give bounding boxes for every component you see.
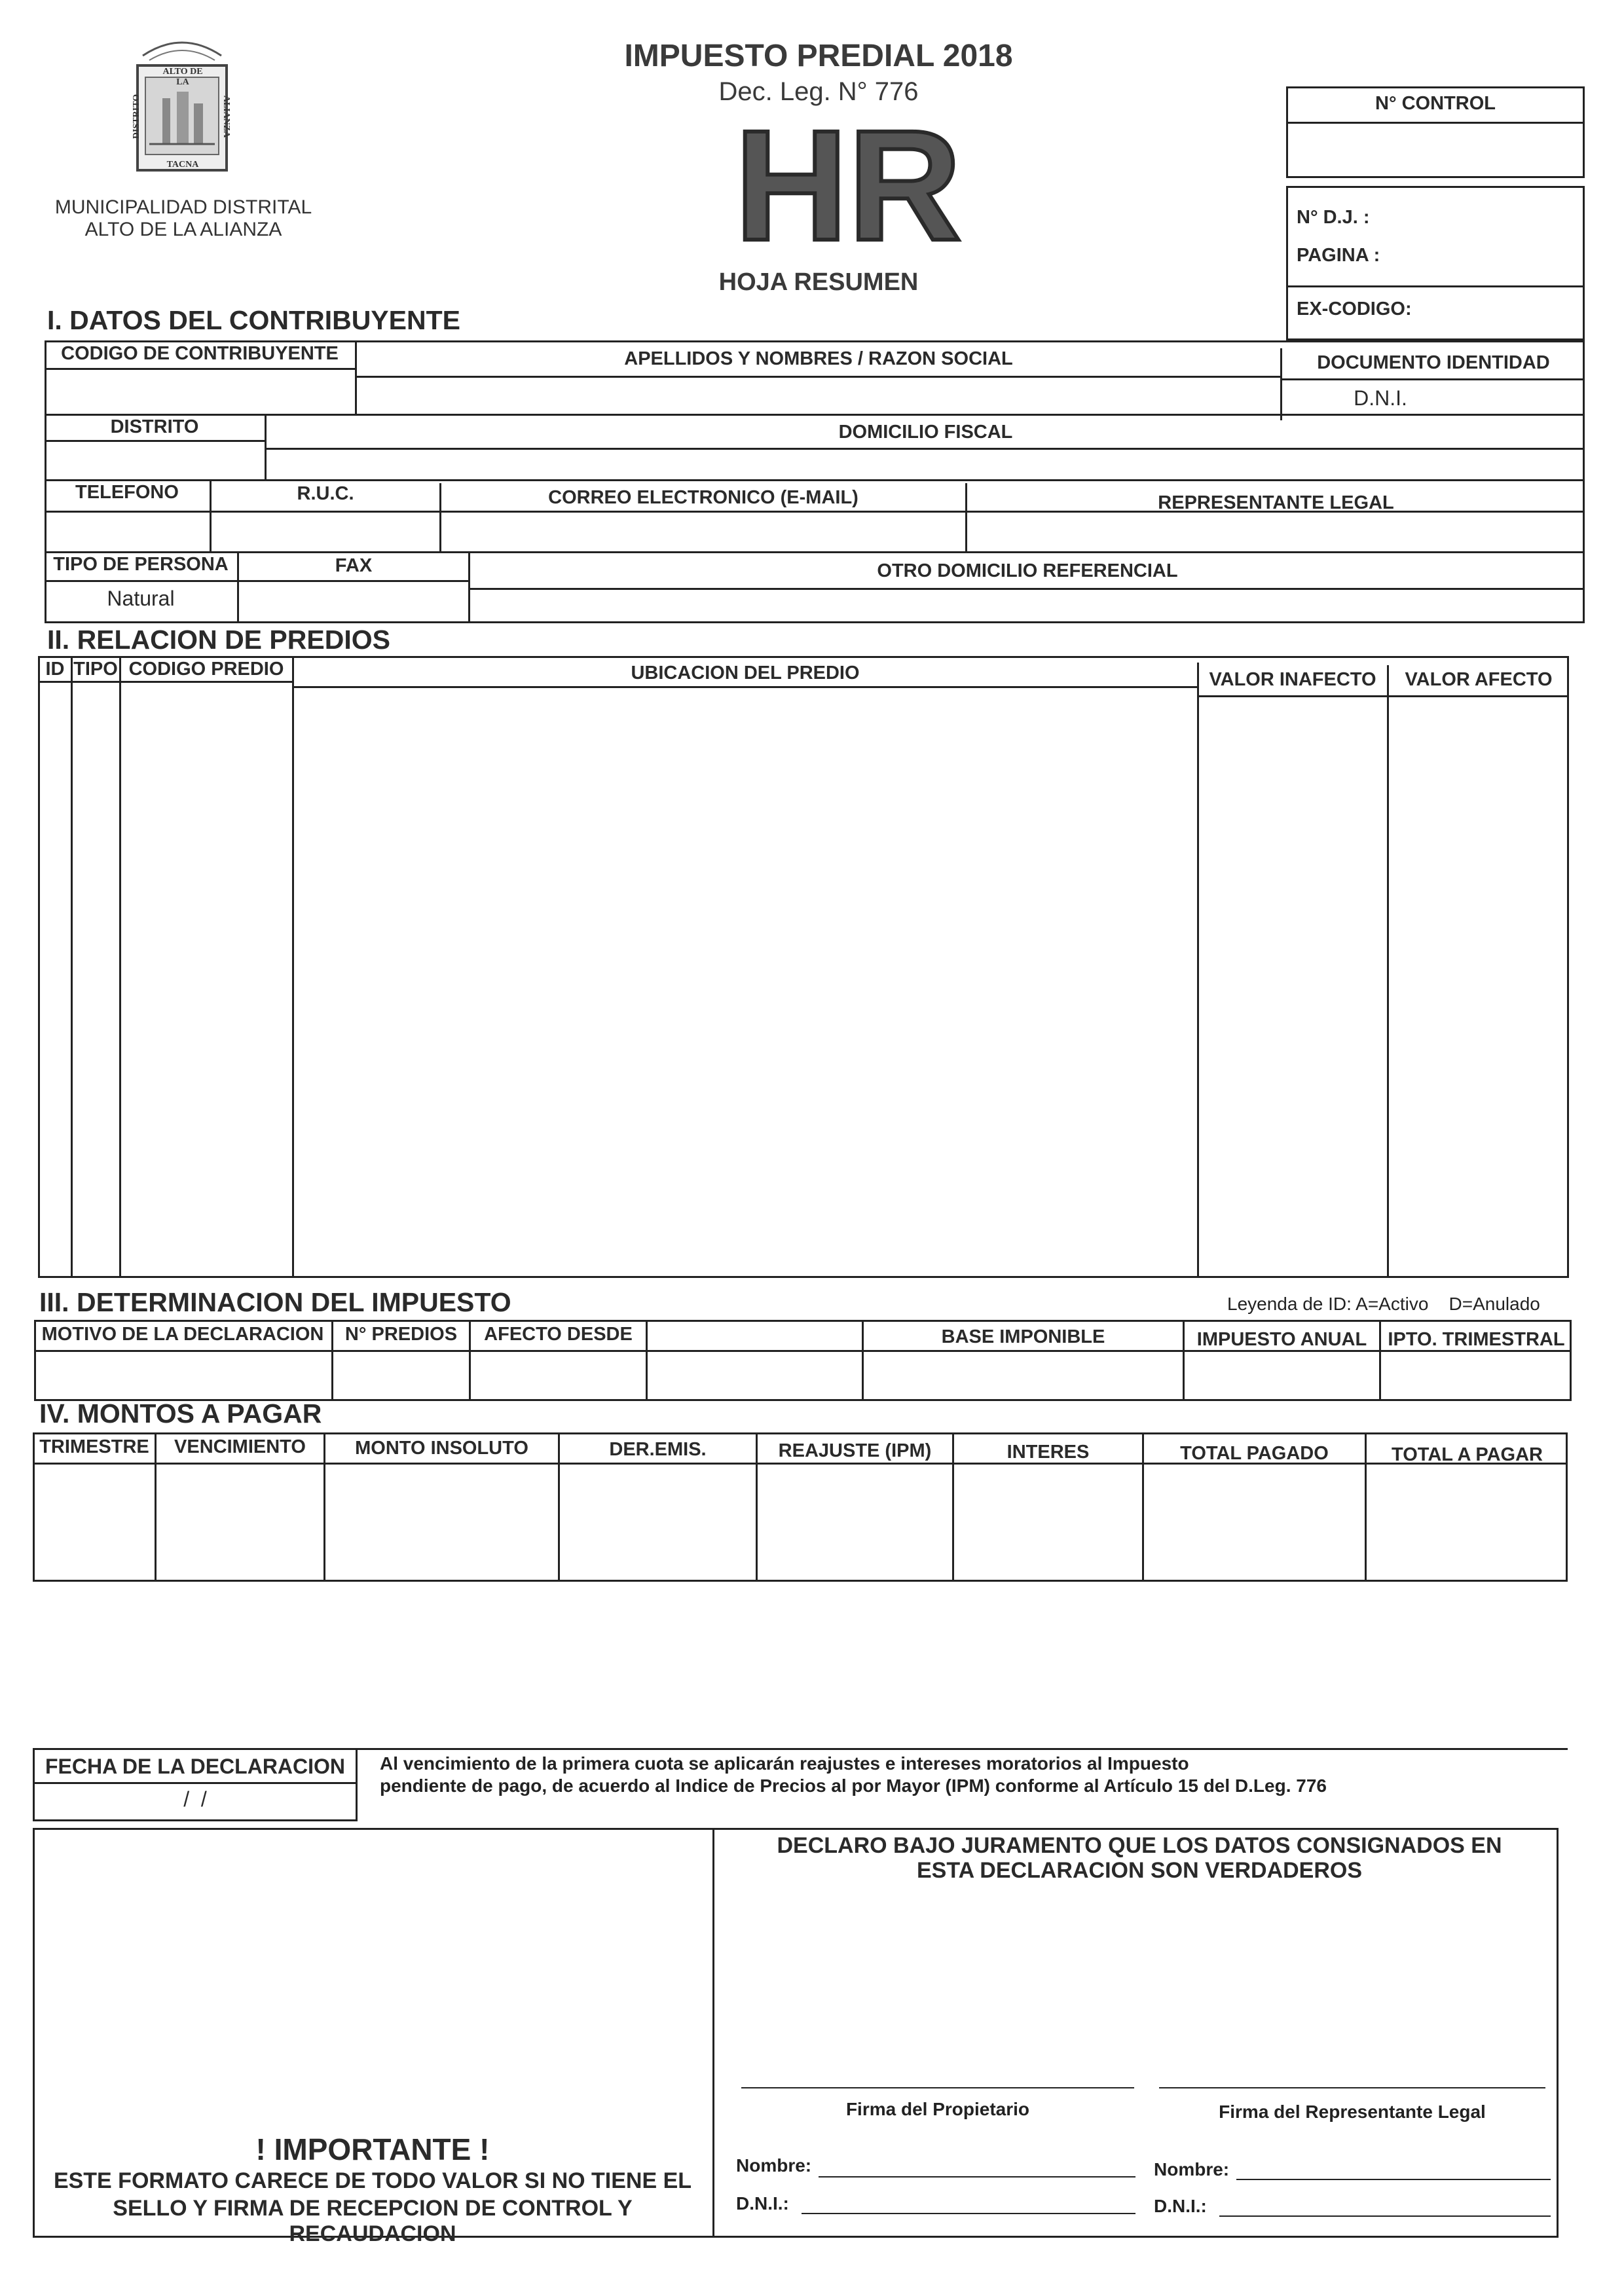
- crest-top-text: ALTO DE LA: [162, 67, 203, 87]
- important-line1: ESTE FORMATO CARECE DE TODO VALOR SI NO TIENE EL: [53, 2168, 692, 2193]
- row1-header-line-right: [1282, 378, 1585, 380]
- municipality-name-line1: MUNICIPALIDAD DISTRITAL: [54, 196, 312, 218]
- montos-col-insoluto: MONTO INSOLUTO: [355, 1438, 528, 1459]
- montos-col-reajuste: REAJUSTE (IPM): [778, 1440, 932, 1461]
- propietario-nombre-label: Nombre:: [736, 2155, 812, 2176]
- predios-col-ubicacion: UBICACION DEL PREDIO: [631, 663, 860, 683]
- row1-header-line-left: [45, 368, 355, 370]
- impuesto-col-afecto-desde: AFECTO DESDE: [484, 1324, 633, 1345]
- important-title: ! IMPORTANTE !: [255, 2132, 490, 2166]
- municipality-name-line2: ALTO DE LA ALIANZA: [84, 219, 282, 240]
- impuesto-row-fields[interactable]: [37, 1353, 1569, 1398]
- important-line2: SELLO Y FIRMA DE RECEPCION DE CONTROL Y RECAUDACION: [113, 2196, 633, 2246]
- row3-bottom: [45, 551, 1585, 553]
- impuesto-col-anual: IMPUESTO ANUAL: [1196, 1329, 1367, 1350]
- firma-representante-line[interactable]: [1159, 2087, 1545, 2088]
- montos-col-vencimiento: VENCIMIENTO: [174, 1436, 306, 1457]
- representante-nombre-label: Nombre:: [1154, 2159, 1230, 2179]
- impuesto-col-motivo: MOTIVO DE LA DECLARACION: [41, 1324, 324, 1345]
- oath-line1: DECLARO BAJO JURAMENTO QUE LOS DATOS CONSIGNADOS EN: [777, 1833, 1502, 1858]
- domicilio-field[interactable]: [268, 450, 1581, 477]
- signature-divider: [712, 1828, 714, 2238]
- propietario-dni-field[interactable]: [802, 2213, 1135, 2214]
- ruc-field[interactable]: [213, 513, 437, 549]
- predios-col-valor-inafecto: VALOR INAFECTO: [1209, 669, 1376, 690]
- impuesto-col-trimestral: IPTO. TRIMESTRAL: [1388, 1329, 1565, 1350]
- montos-table-body[interactable]: [35, 1465, 1565, 1579]
- row4-header-line-right: [470, 588, 1585, 590]
- control-number-field[interactable]: [1290, 126, 1581, 175]
- otro-domicilio-label: OTRO DOMICILIO REFERENCIAL: [877, 560, 1178, 581]
- distrito-field[interactable]: [48, 443, 262, 477]
- row3-header-line: [45, 511, 1585, 513]
- predios-col-tipo: TIPO: [73, 659, 118, 680]
- notice-line2: pendiente de pago, de acuerdo al Indice de Precios al por Mayor (IPM) conforme al Artículo 15 del D.Leg. 776: [380, 1776, 1327, 1796]
- crest-left-text: DISTRITO: [132, 94, 141, 139]
- page-subtitle: Dec. Leg. N° 776: [718, 77, 919, 106]
- oath-line2: ESTA DECLARACION SON VERDADEROS: [916, 1858, 1363, 1883]
- impuesto-col-predios: N° PREDIOS: [344, 1324, 458, 1345]
- codigo-label: CODIGO DE CONTRIBUYENTE: [61, 343, 339, 364]
- fax-label: FAX: [335, 555, 373, 576]
- distrito-label: DISTRITO: [110, 416, 199, 437]
- propietario-nombre-field[interactable]: [819, 2176, 1135, 2178]
- ruc-label: R.U.C.: [297, 483, 354, 504]
- notice-line1: Al vencimiento de la primera cuota se aplicarán reajustes e intereses moratorios al Impuesto: [380, 1753, 1189, 1774]
- fecha-header-line: [33, 1782, 358, 1784]
- fax-field[interactable]: [241, 583, 466, 621]
- telefono-label: TELEFONO: [75, 482, 179, 503]
- predios-col-valor-afecto: VALOR AFECTO: [1405, 669, 1553, 690]
- firma-propietario-label: Firma del Propietario: [845, 2099, 1030, 2119]
- section3-title: III. DETERMINACION DEL IMPUESTO: [39, 1287, 511, 1317]
- page-label: PAGINA :: [1297, 245, 1380, 266]
- correo-field[interactable]: [444, 513, 963, 549]
- impuesto-col-base: BASE IMPONIBLE: [941, 1326, 1105, 1347]
- montos-col-total-pagado: TOTAL PAGADO: [1180, 1443, 1329, 1464]
- domicilio-label: DOMICILIO FISCAL: [838, 422, 1013, 443]
- section4-title: IV. MONTOS A PAGAR: [39, 1398, 322, 1429]
- predios-header-line-left: [38, 681, 293, 683]
- nombres-field[interactable]: [359, 378, 1278, 415]
- codigo-field[interactable]: [48, 371, 352, 411]
- representante-field[interactable]: [969, 517, 1581, 549]
- page-title: IMPUESTO PREDIAL 2018: [624, 39, 1013, 73]
- montos-col-total-pagar: TOTAL A PAGAR: [1392, 1444, 1543, 1465]
- otro-domicilio-field[interactable]: [473, 591, 1581, 621]
- representante-dni-field[interactable]: [1219, 2215, 1551, 2217]
- row2-bottom: [45, 479, 1585, 481]
- row1-header-line-mid: [357, 376, 1280, 378]
- predios-col-codigo: CODIGO PREDIO: [128, 659, 284, 680]
- control-label: N° CONTROL: [1375, 93, 1496, 114]
- telefono-field[interactable]: [48, 513, 207, 549]
- correo-label: CORREO ELECTRONICO (E-MAIL): [548, 487, 858, 508]
- nombres-label: APELLIDOS Y NOMBRES / RAZON SOCIAL: [624, 348, 1013, 369]
- crest-bottom-text: TACNA: [166, 160, 199, 170]
- excode-label: EX-CODIGO:: [1297, 299, 1412, 319]
- representante-dni-label: D.N.I.:: [1154, 2196, 1207, 2216]
- predios-col-id: ID: [45, 659, 65, 680]
- fecha-value[interactable]: / /: [183, 1787, 207, 1811]
- documento-label: DOCUMENTO IDENTIDAD: [1317, 352, 1550, 373]
- firma-propietario-line[interactable]: [741, 2087, 1134, 2088]
- documento-value[interactable]: D.N.I.: [1354, 386, 1407, 410]
- propietario-dni-label: D.N.I.:: [736, 2193, 789, 2214]
- row4-header-line-left: [45, 580, 470, 582]
- section1-title: I. DATOS DEL CONTRIBUYENTE: [47, 305, 460, 335]
- hr-big-letters: HR: [734, 98, 962, 273]
- tipo-persona-value[interactable]: Natural: [107, 587, 175, 610]
- row1-bottom: [45, 414, 1585, 416]
- row2-header-line-left: [45, 440, 265, 442]
- montos-col-interes: INTERES: [1006, 1442, 1090, 1463]
- firma-representante-label: Firma del Representante Legal: [1219, 2102, 1486, 2122]
- section2-title: II. RELACION DE PREDIOS: [47, 625, 390, 655]
- dj-label: N° D.J. :: [1297, 207, 1370, 228]
- representante-nombre-field[interactable]: [1236, 2179, 1551, 2180]
- fecha-label: FECHA DE LA DECLARACION: [45, 1755, 346, 1778]
- representante-label: REPRESENTANTE LEGAL: [1158, 492, 1394, 513]
- control-header-line: [1286, 122, 1585, 124]
- predios-header-line-mid: [293, 686, 1197, 688]
- id-legend: Leyenda de ID: A=Activo D=Anulado: [1227, 1294, 1540, 1314]
- predios-header-line-right: [1197, 695, 1569, 697]
- crest-right-text: ALIANZA: [221, 95, 231, 138]
- montos-col-deremis: DER.EMIS.: [609, 1439, 707, 1460]
- predios-table-body[interactable]: [41, 698, 1566, 1275]
- sheet-name: HOJA RESUMEN: [718, 268, 919, 296]
- montos-col-trimestre: TRIMESTRE: [39, 1436, 149, 1457]
- tipo-persona-label: TIPO DE PERSONA: [53, 554, 229, 575]
- row2-header-line-right: [267, 448, 1585, 450]
- dj-separator: [1286, 285, 1585, 287]
